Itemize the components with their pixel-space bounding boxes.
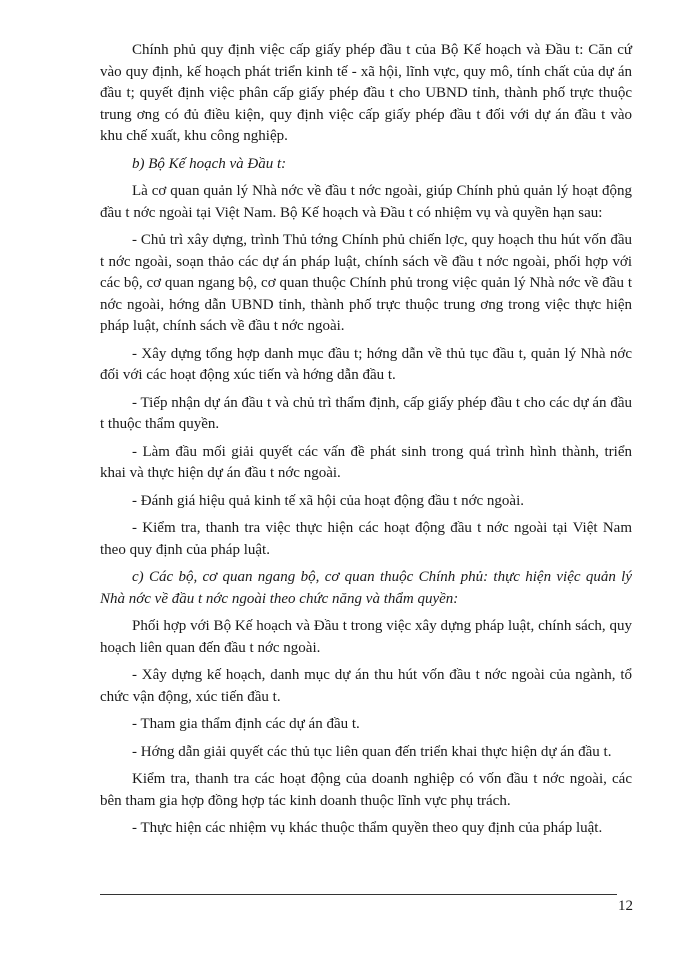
heading-ministries: c) Các bộ, cơ quan ngang bộ, cơ quan thuộc Chính phủ: thực hiện việc quản lý Nhà nớc về đầu t nớc ngoài theo chức năng và thẩm quyền: <box>100 569 632 607</box>
paragraph-duty-evaluation: - Đánh giá hiệu quả kinh tế xã hội của hoạt động đầu t nớc ngoài. <box>132 492 524 509</box>
page-number: 12 <box>618 898 633 914</box>
paragraph-duty-inspection: - Kiểm tra, thanh tra việc thực hiện các hoạt động đầu t nớc ngoài tại Việt Nam theo quy định của pháp luật. <box>100 520 632 558</box>
paragraph-duty-appraisal: - Tiếp nhận dự án đầu t và chủ trì thẩm định, cấp giấy phép đầu t cho các dự án đầu t thuộc thẩm quyền. <box>100 394 632 432</box>
heading-ministry-planning: b) Bộ Kế hoạch và Đầu t: <box>132 155 287 172</box>
paragraph-licensing: Chính phủ quy định việc cấp giấy phép đầu t của Bộ Kế hoạch và Đầu t: Căn cứ vào quy định, kế hoạch phát triển kinh tế - xã hội, lĩnh vực, quy mô, tính chất của dự án đầu t; quyết định việc phân cấp giấy phép đầu t cho UBND tỉnh, thành phố trực thuộc trung ơng có đủ điều kiện, quy định việc cấp giấy phép đầu t đối với dự án đầu t vào khu chế xuất, khu công nghiệp. <box>100 42 632 144</box>
paragraph-other-duties: - Thực hiện các nhiệm vụ khác thuộc thẩm quyền theo quy định của pháp luật. <box>132 820 603 836</box>
paragraph-inspection: Kiểm tra, thanh tra các hoạt động của doanh nghiệp có vốn đầu t nớc ngoài, các bên tham gia hợp đồng hợp tác kinh doanh thuộc lĩnh vực phụ trách. <box>100 771 632 809</box>
paragraph-ministry-role: Là cơ quan quản lý Nhà nớc về đầu t nớc ngoài, giúp Chính phủ quản lý hoạt động đầu t nớc ngoài tại Việt Nam. Bộ Kế hoạch và Đầu t có nhiệm vụ và quyền hạn sau: <box>100 183 632 221</box>
paragraph-duty-focal-point: - Làm đầu mối giải quyết các vấn đề phát sinh trong quá trình hình thành, triển khai và thực hiện dự án đầu t nớc ngoài. <box>100 443 632 481</box>
paragraph-duty-list: - Xây dựng tổng hợp danh mục đầu t; hớng dẫn về thủ tục đầu t, quản lý Nhà nớc đối với các hoạt động xúc tiến và hớng dẫn đầu t. <box>100 345 632 383</box>
paragraph-planning-list: - Xây dựng kế hoạch, danh mục dự án thu hút vốn đầu t nớc ngoài của ngành, tổ chức vận động, xúc tiến đầu t. <box>100 667 632 705</box>
document-body <box>100 40 632 846</box>
paragraph-duty-strategy: - Chủ trì xây dựng, trình Thủ tớng Chính phủ chiến lợc, quy hoạch thu hút vốn đầu t nớc ngoài, soạn thảo các dự án pháp luật, chính sách về đầu t nớc ngoài, phối hợp với các bộ, cơ quan ngang bộ, cơ quan thuộc Chính phủ trong việc quản lý Nhà nớc về đầu t nớc ngoài, hớng dẫn UBND tỉnh, thành phố trực thuộc trung ơng trong việc thực hiện pháp luật, chính sách về đầu t nớc ngoài. <box>100 232 632 334</box>
footer-divider <box>100 894 617 895</box>
paragraph-guidance: - Hớng dẫn giải quyết các thủ tục liên quan đến triển khai thực hiện dự án đầu t. <box>132 743 612 760</box>
paragraph-appraisal: - Tham gia thẩm định các dự án đầu t. <box>132 716 360 732</box>
paragraph-coordination: Phối hợp với Bộ Kế hoạch và Đầu t trong việc xây dựng pháp luật, chính sách, quy hoạch liên quan đến đầu t nớc ngoài. <box>100 618 632 656</box>
